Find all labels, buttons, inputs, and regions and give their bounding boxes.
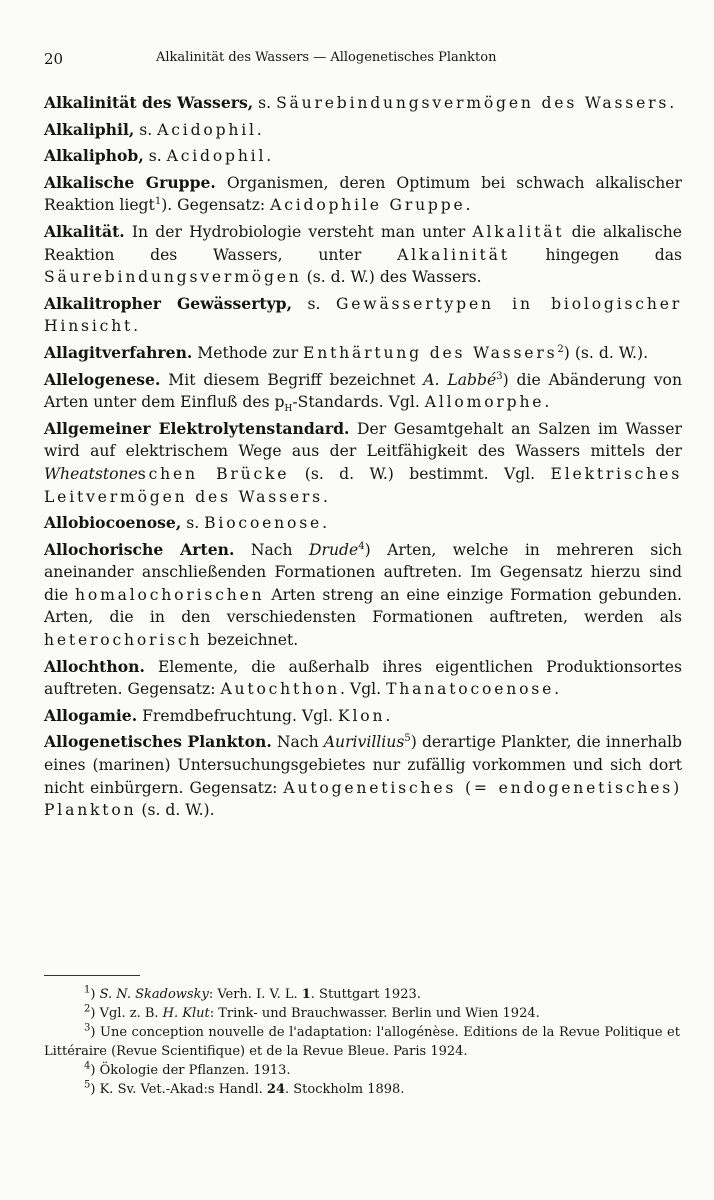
- entry-text: Nach: [271, 733, 324, 752]
- spaced-term: homalochorischen: [75, 585, 265, 604]
- author-name: Drude: [309, 540, 359, 559]
- footnote-number: 3: [84, 1022, 91, 1034]
- entry-alkalitaet: [44, 221, 682, 289]
- entry-text: .: [256, 120, 262, 139]
- cross-reference: Acidophile Gruppe: [270, 196, 466, 215]
- entry-text: Der Gesamtgehalt an Salzen im Wasser wird auf elektrischem Wege aus der Leitfähigkeit des Wassers mittels der: [44, 419, 682, 461]
- footnote-text: : Trink- und Brauchwasser. Berlin und Wien 1924.: [209, 1006, 540, 1021]
- footnote-5: $^5$) K. Sv. Vet.-Akad:s Handl. 24. Stockholm 1898.: [84, 1079, 405, 1097]
- spaced-term: Alkalität: [472, 222, 565, 241]
- entry-lemma: Alkalische Gruppe.: [44, 172, 216, 192]
- entry-alkalinitaet: [44, 92, 682, 115]
- cross-reference: schen Brücke: [137, 464, 290, 483]
- entry-allogamie: [44, 705, 682, 728]
- cross-reference: Enthärtung des Wassers: [303, 343, 558, 362]
- entry-alkaliphil: [44, 119, 682, 142]
- volume-number: 24: [266, 1082, 285, 1097]
- entry-text: (s. d. W.) bestimmt. Vgl.: [289, 464, 551, 483]
- entry-text: .: [385, 706, 391, 725]
- entry-alkalische-gruppe: [44, 172, 682, 217]
- author-name: S. N. Skadowsky: [99, 987, 209, 1002]
- footnote-text: Vgl. z. B.: [99, 1006, 163, 1021]
- footnote-1: $^1$) S. N. Skadowsky: Verh. I. V. L. 1. Stuttgart 1923.: [84, 984, 421, 1002]
- footnote-3: $^3$) Une conception nouvelle de l'adaptation: l'allogénèse. Editions de la Revue Politique et Littéraire (Revue Scientifique) et de la Revue Bleue. Paris 1924.: [44, 1022, 680, 1059]
- entry-text: .: [322, 487, 328, 506]
- footnote-number: 2: [84, 1003, 91, 1015]
- entry-allelogenese: [44, 369, 682, 414]
- author-name: Wheatstone: [44, 464, 138, 483]
- page-body: [44, 92, 682, 826]
- page-header: [44, 50, 684, 74]
- cross-reference: Biocoenose: [204, 514, 323, 533]
- entry-lemma: Alkalitropher Gewässertyp,: [44, 293, 293, 313]
- entry-lemma: Alkalität.: [44, 221, 125, 241]
- cross-reference: Thanatocoenose: [386, 680, 555, 699]
- footnote-rule: [44, 975, 140, 976]
- entry-text: bezeichnet.: [202, 631, 299, 650]
- entry-text: ). Gegensatz:: [161, 196, 271, 215]
- spaced-term: Alkalinität: [397, 245, 510, 264]
- entry-allogenetisches-plankton: [44, 731, 682, 821]
- footnote-number: 4: [84, 1060, 91, 1072]
- footnote-text: . Stuttgart 1923.: [310, 987, 421, 1002]
- entry-text: hingegen das: [509, 245, 682, 264]
- entry-text: .: [554, 680, 560, 699]
- entry-text: (s. d. W.).: [136, 801, 215, 820]
- author-name: A. Labbé: [423, 370, 497, 389]
- entry-text: .: [133, 317, 139, 336]
- entry-text: Methode zur: [192, 343, 304, 362]
- entry-lemma: Allogenetisches Plankton.: [44, 732, 272, 752]
- entry-allochthon: [44, 656, 682, 701]
- entry-lemma: Allobiocoenose,: [44, 513, 182, 533]
- entry-text: .: [322, 514, 328, 533]
- entry-lemma: Allelogenese.: [44, 369, 161, 389]
- running-head: Alkalinität des Wassers — Allogenetisches Plankton: [156, 50, 497, 65]
- spaced-term: heterochorisch: [44, 631, 203, 650]
- entry-text: Arten streng an eine einzige Formation gebunden. Arten, die in den verschiedensten Formationen auftreten, werden als: [44, 585, 682, 627]
- footnotes: [44, 985, 680, 1099]
- entry-lemma: Allochorische Arten.: [44, 539, 235, 559]
- entry-text: Elemente, die außerhalb ihres eigentlichen Produktionsortes auftreten. Gegensatz:: [44, 657, 682, 699]
- footnote-marker: 5: [404, 733, 411, 745]
- entry-lemma: Allagitverfahren.: [44, 342, 193, 362]
- entry-text: Organismen, deren Optimum bei schwach alkalischer Reaktion liegt: [44, 173, 682, 215]
- entry-lemma: Alkalinität des Wassers,: [44, 93, 254, 112]
- cross-reference: Acidophil: [166, 147, 267, 166]
- entry-text: Mit diesem Begriff bezeichnet: [160, 370, 424, 389]
- footnote-2: $^2$) Vgl. z. B. H. Klut: Trink- und Brauchwasser. Berlin und Wien 1924.: [84, 1003, 540, 1021]
- entry-allochorische-arten: [44, 539, 682, 652]
- entry-lemma: Allogamie.: [44, 705, 138, 725]
- footnote-number: 1: [84, 984, 91, 996]
- cross-reference: Säurebindungsvermögen des Wassers: [276, 94, 670, 112]
- footnote-marker: 4: [358, 540, 365, 552]
- entry-alkalitropher-gewaessertyp: [44, 293, 682, 338]
- entry-text: .: [669, 94, 675, 112]
- entry-text: (s. d. W.) des Wassers.: [301, 268, 482, 287]
- entry-lemma: Allgemeiner Elektrolytenstandard.: [44, 418, 350, 438]
- entry-text: .: [544, 393, 550, 412]
- entry-text: . Vgl.: [340, 680, 387, 699]
- page-number: 20: [44, 50, 64, 68]
- entry-text: Nach: [234, 540, 310, 559]
- entry-text: s.: [143, 147, 167, 166]
- footnote-text: . Stockholm 1898.: [285, 1082, 405, 1097]
- cross-reference: Elektrisches Leitvermögen des Wassers: [44, 464, 683, 506]
- entry-text: .: [266, 147, 272, 166]
- entry-text: Fremdbefruchtung. Vgl.: [137, 706, 339, 725]
- entry-allobiocoenose: [44, 512, 682, 535]
- entry-allgemeiner-elektrolytenstandard: [44, 418, 682, 508]
- entry-text: s.: [253, 94, 277, 112]
- cross-reference: Gewässertypen in biologischer Hinsicht: [44, 294, 682, 336]
- footnote-number: 5: [84, 1079, 91, 1091]
- entry-text: ) Arten, welche in mehreren sich aneinander anschließenden Formationen auftreten. Im Gegensatz hierzu sind die: [44, 540, 682, 604]
- footnote-text: Ökologie der Pflanzen. 1913.: [99, 1063, 291, 1078]
- entry-text: s.: [181, 514, 205, 533]
- footnote-marker: 3: [496, 370, 503, 382]
- footnote-text: Une conception nouvelle de l'adaptation: l'allogénèse. Editions de la Revue Politique et Littéraire (Revue Scientifique) et de la Revue Bleue. Paris 1924.: [44, 1025, 680, 1059]
- entry-lemma: Allochthon.: [44, 656, 145, 676]
- subscript: H: [284, 404, 293, 415]
- entry-lemma: Alkaliphil,: [44, 119, 135, 139]
- footnote-marker: 2: [557, 343, 564, 355]
- footnote-text: K. Sv. Vet.-Akad:s Handl.: [99, 1082, 267, 1097]
- cross-reference: Allomorphe: [424, 393, 545, 412]
- cross-reference: Acidophil: [157, 120, 257, 139]
- footnote-text: : Verh. I. V. L.: [208, 987, 302, 1002]
- footnote-4: $^4$) Ökologie der Pflanzen. 1913.: [84, 1060, 291, 1078]
- entry-text: s.: [134, 120, 158, 139]
- cross-reference: Autogenetisches (= endogenetisches) Plankton: [44, 778, 682, 820]
- entry-alkaliphob: [44, 145, 682, 168]
- entry-text: ) derartige Plankter, die innerhalb eines (marinen) Untersuchungsgebietes nur zufällig vorkommen und sich dort nicht einbürgern. Gegensatz:: [44, 733, 682, 797]
- volume-number: 1: [301, 987, 311, 1002]
- entry-text: .: [465, 196, 471, 215]
- cross-reference: Autochthon: [220, 680, 341, 699]
- entry-text: In der Hydrobiologie versteht man unter: [124, 222, 473, 241]
- entry-text: s.: [292, 294, 336, 313]
- entry-text: die alkalische Reaktion des Wassers, unter: [44, 222, 682, 264]
- cross-reference: Klon: [338, 706, 386, 725]
- cross-reference: Säurebindungsvermögen: [44, 268, 302, 287]
- entry-text: ) (s. d. W.).: [563, 343, 649, 362]
- author-name: H. Klut: [162, 1006, 210, 1021]
- author-name: Aurivillius: [323, 733, 405, 752]
- entry-lemma: Alkaliphob,: [44, 146, 144, 166]
- entry-text: ) die Abänderung von Arten unter dem Einfluß des p: [44, 370, 682, 412]
- footnote-marker: 1: [154, 196, 162, 208]
- entry-text: -Standards. Vgl.: [292, 393, 425, 412]
- entry-allagitverfahren: [44, 342, 682, 365]
